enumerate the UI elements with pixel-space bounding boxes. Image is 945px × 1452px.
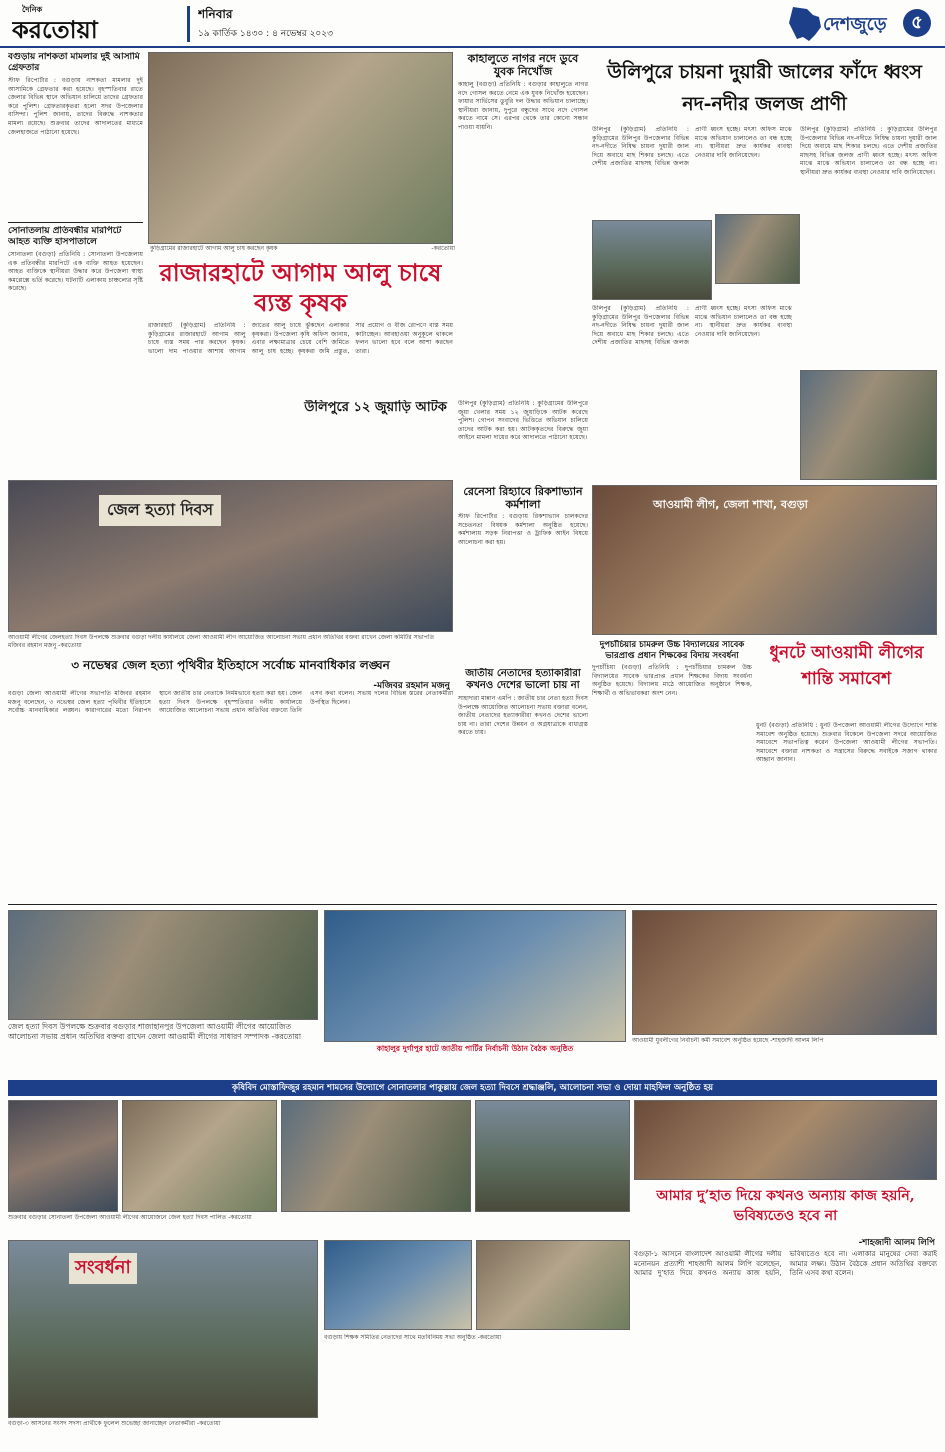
photo-potato-farmers (148, 52, 453, 244)
headline-jail-killing: ৩ নভেম্বর জেল হত্যা পৃথিবীর ইতিহাসে সর্বোচ্চ মানবাধিকার লঙ্ঘন (71, 658, 390, 672)
headline-amar-duhat: আমার দু’হাত দিয়ে কখনও অন্যায় কাজ হয়নি, ভবিষ্যতেও হবে না (656, 1188, 915, 1224)
headline-ulipur-fishing: উলিপুরে চায়না দুয়ারী জালের ফাঁদে ধ্বংস নদ-নদীর জলজ প্রাণী (607, 61, 922, 115)
potato-photo-credit: -করতোয়া (431, 245, 455, 252)
article-body: কাহালু (বগুড়া) প্রতিনিধি : বগুড়ার কাহালুতে নাগর নদে গোসল করতে নেমে এক যুবক নিখোঁজ হয়েছেন। ফায়ার সার্ভিসের ডুবুরি দল উদ্ধার অভিযান চালাচ্ছে। স্থানীয়রা জানায়, দুপুরে বন্ধুদের সাথে নদে গোসল করতে নামে সে। এরপর থেকে তার কোনো সন্ধান পাওয়া যায়নি। (458, 81, 588, 131)
article-body: সোনাতলা (বগুড়া) প্রতিনিধি : সোনাতলা উপজেলায় এক প্রতিবন্ধীর মারপিটে এক ব্যক্তি আহত হয়েছেন। আহত ব্যক্তিকে স্থানীয়রা উদ্ধার করে উপজেলা স্বাস্থ্য কমপ্লেক্সে ভর্তি করেছে। ঘটনাটি এলাকায় চাঞ্চল্যের সৃষ্টি করেছে। (8, 251, 143, 293)
photo-river-boats (592, 220, 712, 300)
photo-fishing-nets (715, 214, 800, 284)
photo-sonatola-crowd (475, 1100, 630, 1212)
article-title: বগুড়ায় নাশকতা মামলার দুই আসামি গ্রেফতার (8, 52, 140, 73)
photo-certificate (476, 1240, 630, 1330)
article-title: সোনাতলায় প্রতিবন্ধীর মারপিটে আহত ব্যক্তি হাসপাতালে (8, 226, 122, 247)
article-body: সাহাদারা মান্নান এমপি : জাতীয় চার নেতা হত্যা দিবস উপলক্ষে আয়োজিত আলোচনা সভায় বক্তারা বলেন, জাতীয় নেতাদের হত্যাকারীরা কখনও দেশের ভালো চায় না। তারা দেশের উন্নয়ন ও অগ্রযাত্রাকে বাধাগ্রস্ত করতে চায়। (458, 695, 588, 737)
article-national-leaders (458, 668, 588, 900)
stage-banner: জেল হত্যা দিবস (99, 495, 221, 526)
agri-banner: কৃষিবিদ মোস্তাফিজুর রহমান শামসের উদ্যোগে সোনাতলার পাকুল্লায় জেল হত্যা দিবসে শ্রদ্ধাঞ্জলি, আলোচনা সভা ও দোয়া মাহফিল অনুষ্ঠিত হয় (8, 1080, 937, 1096)
bottom-left-caption: বগুড়া-৩ আসনের সংসদ সদস্য প্রার্থীকে ফুলেল শুভেচ্ছা জানাচ্ছেন নেতাকর্মীরা -করতোয়া (8, 1420, 221, 1427)
photo-awami-league-bogura (592, 485, 937, 635)
shahjahanpur-caption: জেল হত্যা দিবস উপলক্ষে শুক্রবার বগুড়ার শাজাহানপুর উপজেলা আওয়ামী লীগের আয়োজিত আলোচনা সভায় প্রধান অতিথির বক্তব্য রাখেন জেলা আওয়ামী লীগের সাধারণ সম্পাদক -করতোয়া (8, 1022, 302, 1041)
photo-sonatola-meeting-a (122, 1100, 277, 1212)
office-banner: আওয়ামী লীগ, জেলা শাখা, বগুড়া (653, 498, 808, 511)
article-body: স্টাফ রিপোর্টার : বগুড়ায় রিকশাভ্যান চালকদের সচেতনতা বিষয়ক কর্মশালা অনুষ্ঠিত হয়েছে। কর্মশালায় সড়ক নিরাপত্তা ও ট্রাফিক আইন বিষয়ে আলোচনা করা হয়। (458, 513, 588, 545)
jail-day-caption: আওয়ামী লীগের জেলহত্যা দিবস উপলক্ষে শুক্রবার বগুড়া দলীয় কার্যালয়ে জেলা আওয়ামী লীগ আয়োজিত আলোচনা সভায় প্রধান অতিথির বক্তব্য রাখেন জেলা কমিটির সভাপতি মজিবর রহমান মজনু -করতোয়া (8, 634, 435, 649)
headline-rajarhat-potato: রাজারহাটে আগাম আলু চাষে ব্যস্ত কৃষক (159, 258, 442, 317)
issue-date: ১৯ কার্তিক ১৪৩০ : ৪ নভেম্বর ২০২৩ (198, 29, 333, 39)
article-ulipur-body: উলিপুর (কুড়িগ্রাম) প্রতিনিধি : কুড়িগ্রামের উলিপুর উপজেলার বিভিন্ন নদ-নদীতে নিষিদ্ধ চায়না দুয়ারী জাল দিয়ে অবাধে মাছ শিকার চলছে। এতে দেশীয় প্রজাতির মাছসহ বিভিন্ন জলজ প্রাণী ধ্বংস হচ্ছে। মৎস্য অফিস মাঝে মাঝে অভিযান চালালেও তা বন্ধ হচ্ছে না। স্থানীয়রা দ্রুত কার্যকর ব্যবস্থা নেওয়ার দাবি জানিয়েছেন। (592, 126, 792, 168)
article-title: রেনেসা রিহ্যাবে রিকশাভ্যান কর্মশালা (463, 485, 583, 511)
headline-dhunat-rally: ধুনটে আওয়ামী লীগের শান্তি সমাবেশ (769, 643, 924, 689)
issue-day: শনিবার (198, 7, 233, 21)
article-bogura-arrest (8, 52, 143, 220)
page-number: ৫ (903, 9, 931, 37)
article-rajarhat-body: রাজারহাট (কুড়িগ্রাম) প্রতিনিধি : কুড়িগ্রামের রাজারহাটে আগাম আলু চাষে ব্যস্ত সময় পার করছেন কৃষক। ভালো দাম পাওয়ার আশায় আগাম জাতের আলু চাষে ঝুঁকছেন এলাকার কৃষকরা। উপজেলা কৃষি অফিস জানায়, এবার লক্ষ্যমাত্রার চেয়ে বেশি জমিতে আলু চাষ হচ্ছে। কৃষকরা জমি প্রস্তুত, সার প্রয়োগ ও বীজ রোপণে ব্যস্ত সময় কাটাচ্ছেন। আবহাওয়া অনুকূলে থাকলে ফলন ভালো হবে বলে আশা করছেন তারা। (148, 322, 453, 355)
article-title: দুপচাঁচিয়ার চামরুল উচ্চ বিদ্যালয়ের সাবেক ভারপ্রাপ্ত প্রধান শিক্ষকের বিদায় সংবর্ধনা (599, 640, 745, 661)
article-sonatola-hospital (8, 226, 143, 481)
article-teacher-farewell (592, 640, 752, 900)
article-kahalu-drowning (458, 52, 588, 362)
photo-sariakandi-meeting (632, 910, 937, 1035)
article-title: কাহালুতে নাগর নদে ডুবে যুবক নিখোঁজ (467, 52, 579, 78)
article-ulipur-gamblers-body: উলিপুর (কুড়িগ্রাম) প্রতিনিধি : কুড়িগ্রামের উলিপুরে জুয়া খেলার সময় ১২ জুয়াড়িকে আটক করেছে পুলিশ। গোপন সংবাদের ভিত্তিতে অভিযান চালিয়ে তাদের আটক করা হয়। আটককৃতদের বিরুদ্ধে জুয়া আইনে মামলা দায়ের করে আদালতে পাঠানো হয়েছে। (458, 400, 588, 442)
photo-sonatola-meeting-b (281, 1100, 471, 1212)
sonatola-caption: শুক্রবার বগুড়ার সোনাতলা উপজেলা আওয়ামী লীগের আয়োজনে জেল হত্যা দিবস পালিত -করতোয়া (8, 1214, 252, 1221)
section-badge (785, 4, 935, 44)
byline-amar-duhat: -শাহজাদী আলম লিপি (858, 1238, 935, 1248)
article-title: উলিপুরে ১২ জুয়াড়ি আটক (304, 400, 447, 415)
article-jail-killing-body: বগুড়া জেলা আওয়ামী লীগের সভাপতি মজিবর রহমান মজনু বলেছেন, ৩ নভেম্বর জেল হত্যা পৃথিবীর ইতিহাসে সর্বোচ্চ মানবাধিকার লঙ্ঘন। কারাগারের মতো নিরাপদ স্থানে জাতীয় চার নেতাকে নির্মমভাবে হত্যা করা হয়। জেল হত্যা দিবস উপলক্ষে বৃহস্পতিবার দলীয় কার্যালয়ে আয়োজিত আলোচনা সভায় প্রধান অতিথির বক্তব্যে তিনি এসব কথা বলেন। সভায় দলের বিভিন্ন স্তরের নেতাকর্মীরা উপস্থিত ছিলেন। (8, 690, 453, 715)
article-title: জাতীয় নেতাদের হত্যাকারীরা কখনও দেশের ভালো চায় না (465, 668, 581, 691)
article-body: দুপচাঁচিয়া (বগুড়া) প্রতিনিধি : দুপচাঁচিয়ার চামরুল উচ্চ বিদ্যালয়ের সাবেক ভারপ্রাপ্ত প্রধান শিক্ষকের বিদায় সংবর্ধনা অনুষ্ঠিত হয়েছে। বিদ্যালয় মাঠে আয়োজিত অনুষ্ঠানে শিক্ষক, শিক্ষার্থী ও অভিভাবকরা অংশ নেন। (592, 664, 752, 697)
photo-fish-catch (800, 370, 937, 480)
article-dhunat-body: ধুনট (বগুড়া) প্রতিনিধি : ধুনট উপজেলা আওয়ামী লীগের উদ্যোগে শান্তি সমাবেশ অনুষ্ঠিত হয়েছে। শুক্রবার বিকেলে উপজেলা সদরে আয়োজিত সমাবেশে সভাপতিত্ব করেন উপজেলা আওয়ামী লীগের সভাপতি। সমাবেশে বক্তারা নাশকতা ও সন্ত্রাসের বিরুদ্ধে সবাইকে সজাগ থাকার আহ্বান জানান। (756, 722, 937, 764)
section-name: দেশজুড়ে (823, 14, 887, 35)
photo-women-meeting (634, 1100, 937, 1180)
photo-shahjahanpur-meeting (8, 910, 318, 1020)
photo-jail-day-meeting (8, 480, 453, 632)
photo-teachers-meeting (324, 1240, 472, 1330)
bangladesh-map-icon (785, 5, 825, 43)
logo (12, 4, 182, 44)
potato-photo-caption: কুড়িগ্রামের রাজারহাটে আগাম আলু চাষ করছেন কৃষক (150, 245, 278, 252)
photo-portrait (8, 1100, 118, 1212)
bottom-mid-caption: বগুড়ায় শিক্ষক সমিতির নেতাদের সাথে মতবিনিময় সভা অনুষ্ঠিত -করতোয়া (324, 1334, 502, 1341)
logo-small: দৈনিক (22, 5, 43, 14)
article-ulipur-gamblers (298, 400, 453, 480)
article-ulipur-body-right: উলিপুর (কুড়িগ্রাম) প্রতিনিধি : কুড়িগ্রামের উলিপুর উপজেলার বিভিন্ন নদ-নদীতে নিষিদ্ধ চায়না দুয়ারী জাল দিয়ে অবাধে মাছ শিকার চলছে। এতে দেশীয় প্রজাতির মাছসহ বিভিন্ন জলজ প্রাণী ধ্বংস হচ্ছে। মৎস্য অফিস মাঝে মাঝে অভিযান চালালেও তা বন্ধ হচ্ছে না। স্থানীয়রা দ্রুত কার্যকর ব্যবস্থা নেওয়ার দাবি জানিয়েছেন। (800, 126, 937, 176)
sariakandi-caption: আওয়ামী যুবলীগের নির্বাচনী কর্মী সমাবেশ অনুষ্ঠিত হয়েছে -শাহজাদী আলম লিপি (632, 1037, 824, 1044)
photo-reception (8, 1240, 318, 1418)
masthead (0, 0, 945, 48)
kahaloo-meeting-caption: কাহালুর দুর্গাপুর হাটে জাতীয় পার্টির নির্বাচনী উঠান বৈঠক অনুষ্ঠিত (376, 1044, 574, 1053)
article-rickshaw-workshop (458, 485, 588, 545)
article-ulipur-body-lower: উলিপুর (কুড়িগ্রাম) প্রতিনিধি : কুড়িগ্রামের উলিপুর উপজেলার বিভিন্ন নদ-নদীতে নিষিদ্ধ চায়না দুয়ারী জাল দিয়ে অবাধে মাছ শিকার চলছে। এতে দেশীয় প্রজাতির মাছসহ বিভিন্ন জলজ প্রাণী ধ্বংস হচ্ছে। মৎস্য অফিস মাঝে মাঝে অভিযান চালালেও তা বন্ধ হচ্ছে না। স্থানীয়রা দ্রুত কার্যকর ব্যবস্থা নেওয়ার দাবি জানিয়েছেন। (592, 305, 792, 347)
reception-banner: সংবর্ধনা (69, 1253, 137, 1284)
byline-jail-killing: -মজিবর রহমান মজনু (373, 681, 450, 691)
article-body: স্টাফ রিপোর্টার : বগুড়ায় নাশকতা মামলার দুই আসামিকে গ্রেফতার করা হয়েছে। বৃহস্পতিবার রাতে জেলার বিভিন্ন স্থানে অভিযান চালিয়ে তাদের গ্রেফতার করে পুলিশ। গ্রেফতারকৃতরা হলো সদর উপজেলার বাসিন্দা। পুলিশ জানায়, তাদের বিরুদ্ধে নাশকতার মামলা রয়েছে। শুক্রবার তাদের আদালতের মাধ্যমে জেলহাজতে পাঠানো হয়েছে। (8, 77, 143, 136)
article-amar-duhat-body: বগুড়া-১ আসনে বাংলাদেশ আওয়ামী লীগের দলীয় মনোনয়ন প্রত্যাশী শাহজাদী আলম লিপি বলেছেন, আমার দু’হাত দিয়ে কখনও অন্যায় কাজ হয়নি, ভবিষ্যতেও হবে না। এলাকার মানুষের সেবা করাই আমার লক্ষ্য। উঠান বৈঠকে প্রধান অতিথির বক্তব্যে তিনি এসব কথা বলেন। (634, 1250, 937, 1277)
photo-kahaloo-meeting (324, 910, 626, 1042)
logo-main: করতোয়া (12, 15, 98, 44)
